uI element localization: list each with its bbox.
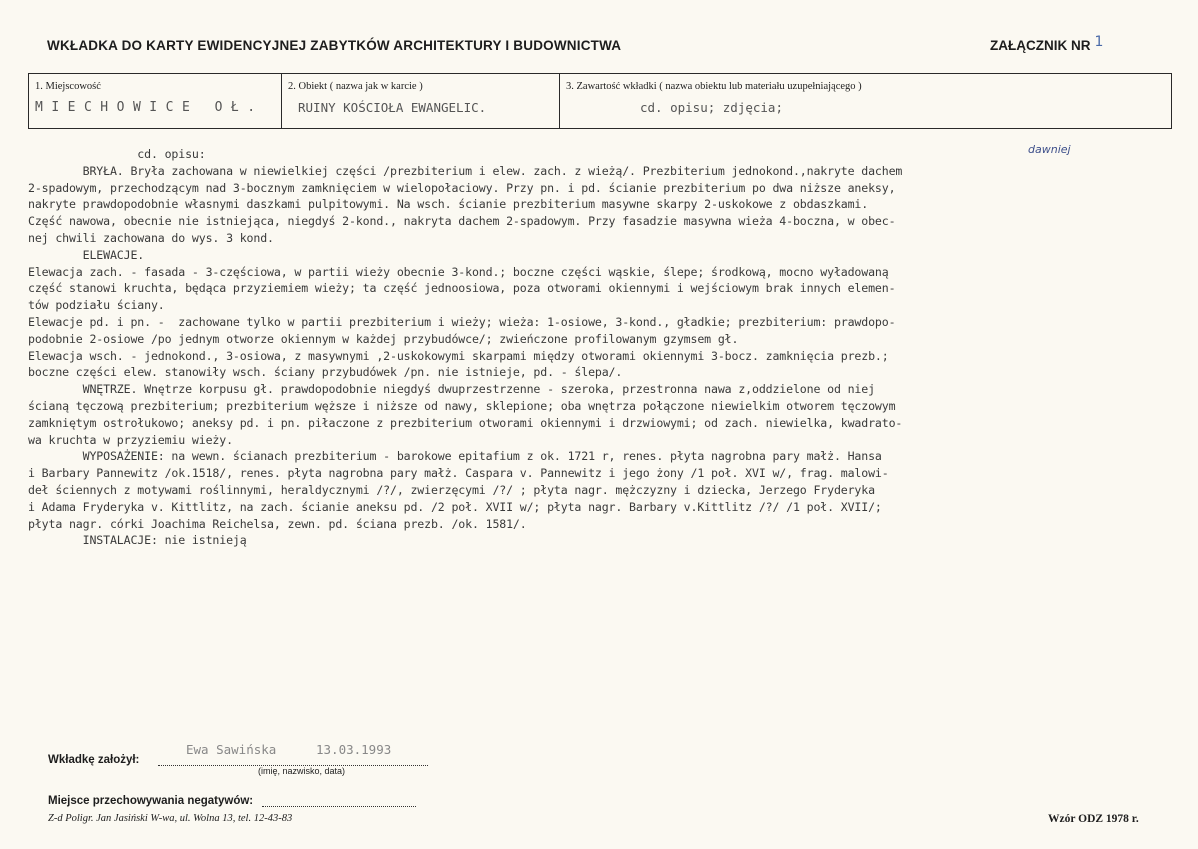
text-line: Część nawowa, obecnie nie istniejąca, niegdyś 2-kond., nakryta dachem 2-spadowym. Przy fasadzie masywna wieża 4-boczna, w obec- bbox=[28, 214, 896, 229]
text-line: ELEWACJE. bbox=[28, 247, 145, 262]
printer-imprint: Z-d Poligr. Jan Jasiński W-wa, ul. Wolna 13, tel. 12-43-83 bbox=[48, 813, 293, 824]
founder-date: 13.03.1993 bbox=[316, 742, 392, 757]
founder-hint: (imię, nazwisko, data) bbox=[258, 766, 346, 776]
attachment-number bbox=[990, 34, 1104, 54]
location-value: MIECHOWICE OŁ. bbox=[35, 100, 264, 115]
text-line: część stanowi kruchta, będąca przyziemiem wieży; ta część jednoosiowa, poza otworami okiennymi i wejściowym brak innych elemen- bbox=[28, 281, 896, 296]
text-line: ścianą tęczową prezbiterium; prezbiterium węższe i niższe od nawy, sklepione; oba wnętrza połączone niewielkim otworem tęczowym bbox=[28, 398, 896, 413]
object-value: RUINY KOŚCIOŁA EWANGELIC. bbox=[298, 100, 487, 115]
text-line: Elewacja wsch. - jednokond., 3-osiowa, z masywnymi ,2-uskokowymi skarpami między otworami okiennymi 3-bocz. zamknięcia prezb.; bbox=[28, 348, 889, 363]
negatives-label: Miejsce przechowywania negatywów: bbox=[48, 795, 254, 807]
text-line: cd. opisu: bbox=[28, 147, 206, 161]
text-line: WYPOSAŻENIE: na wewn. ścianach prezbiterium - barokowe epitafium z ok. 1721 r, renes. płyta nagrobna pary małż. Hansa bbox=[28, 449, 882, 464]
attachment-number-value: 1 bbox=[1094, 34, 1104, 50]
form-title: WKŁADKA DO KARTY EWIDENCYJNEJ ZABYTKÓW ARCHITEKTURY I BUDOWNICTWA bbox=[47, 38, 622, 53]
text-line: nej chwili zachowana do wys. 3 kond. bbox=[28, 230, 274, 245]
text-line: INSTALACJE: nie istnieją bbox=[28, 533, 247, 548]
text-line: nakryte prawdopodobnie własnymi daszkami pulpitowymi. Na wsch. ścianie prezbiterium masywne skarpy 2-uskokowe z obdaszkami. bbox=[28, 197, 869, 212]
negatives-dotted-line bbox=[262, 806, 416, 807]
description-text bbox=[28, 146, 1178, 549]
text-line: WNĘTRZE. Wnętrze korpusu gł. prawdopodobnie niegdyś dwuprzestrzenne - szeroka, przestronna nawa z,oddzielone od niej bbox=[28, 382, 875, 397]
text-line: płyta nagr. córki Joachima Reichelsa, zewn. pd. ściana prezb. /ok. 1581/. bbox=[28, 516, 527, 531]
text-line: deł ściennych z motywami roślinnymi, heraldycznymi /?/, zwierzęcymi /?/ ; płyta nagr. mężczyzny i dziecka, Jerzego Fryderyka bbox=[28, 482, 875, 497]
handwritten-annotation: dawniej bbox=[1028, 143, 1071, 156]
text-line: 2-spadowym, przechodzącym nad 3-bocznym zamknięciem w wielopołaciowy. Przy pn. i pd. ścianie prezbiterium po dwa niższe aneksy, bbox=[28, 180, 896, 195]
founder-name: Ewa Sawińska bbox=[186, 742, 277, 757]
object-label: 2. Obiekt ( nazwa jak w karcie ) bbox=[288, 81, 423, 92]
text-line: i Adama Fryderyka v. Kittlitz, na zach. ścianie aneksu pd. /2 poł. XVII w/; płyta nagr. Barbary v.Kittlitz /?/ /1 poł. XVII/; bbox=[28, 499, 882, 514]
contents-cell bbox=[560, 74, 1171, 128]
form-model: Wzór ODZ 1978 r. bbox=[1048, 813, 1139, 825]
founder-label: Wkładkę założył: bbox=[48, 754, 140, 766]
location-label: 1. Miejscowość bbox=[35, 81, 101, 92]
object-cell bbox=[282, 74, 560, 128]
text-line: wa kruchta w przyziemiu wieży. bbox=[28, 432, 233, 447]
location-cell bbox=[29, 74, 282, 128]
header-fields-table bbox=[28, 73, 1172, 129]
text-line: zamkniętym ostrołukowo; aneksy pd. i pn. piłaczone z prezbiterium otworami okiennymi i drzwiowymi; od zach. niewielka, kwadrato- bbox=[28, 415, 903, 430]
text-line: boczne części elew. stanowiły wsch. ściany przybudówek /pn. nie istnieje, pd. - ślepa/. bbox=[28, 365, 623, 380]
text-line: tów podziału ściany. bbox=[28, 298, 165, 313]
contents-label: 3. Zawartość wkładki ( nazwa obiektu lub materiału uzupełniającego ) bbox=[566, 81, 862, 92]
text-line: Elewacje pd. i pn. - zachowane tylko w partii prezbiterium i wieży; wieża: 1-osiowe, 3-kond., gładkie; prezbiterium: prawdopo- bbox=[28, 314, 896, 329]
text-line: i Barbary Pannewitz /ok.1518/, renes. płyta nagrobna pary małż. Caspara v. Pannewitz i jego żony /1 poł. XVI w/, frag. malowi- bbox=[28, 466, 889, 481]
text-line: podobnie 2-osiowe /po jednym otworze okiennym w każdej przybudówce/; zwieńczone profilowanym gzymsem gł. bbox=[28, 331, 739, 346]
text-line: BRYŁA. Bryła zachowana w niewielkiej części /prezbiterium i elew. zach. z wieżą/. Prezbiterium jednokond.,nakryte dachem bbox=[28, 163, 903, 178]
attachment-label: ZAŁĄCZNIK NR bbox=[990, 38, 1091, 53]
contents-value: cd. opisu; zdjęcia; bbox=[640, 100, 783, 115]
text-line: Elewacja zach. - fasada - 3-częściowa, w partii wieży obecnie 3-kond.; boczne części wąskie, ślepe; środkową, mocno wyładowaną bbox=[28, 264, 889, 279]
